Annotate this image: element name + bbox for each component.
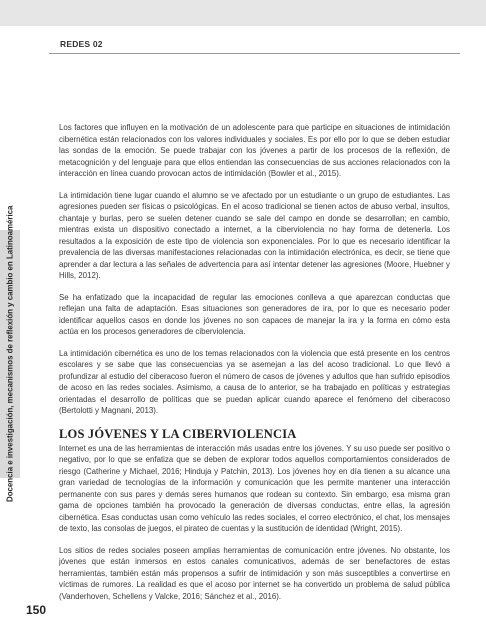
header-band xyxy=(0,0,486,26)
section-heading: LOS JÓVENES Y LA CIBERVIOLENCIA xyxy=(59,426,297,441)
body-text xyxy=(59,122,450,612)
paragraph: Los factores que influyen en la motivación de un adolescente para que participe en situaciones de intimidación cibernética están relacionados con los valores individuales y sociales. Es por ello por lo que se deben estudiar las sondas de la emoción. Se puede trabajar con los jóvenes a partir de los procesos de la reflexión, de metacognición y del lenguaje para que ellos entiendan las consecuencias de sus acciones relacionados con la interacción en línea cuando provocan actos de intimidación (Bowler et al., 2015). xyxy=(59,123,450,178)
paragraph: La intimidación cibernética es uno de los temas relacionados con la violencia que está presente en los centros escolares y se sabe que las consecuencias ya se asemejan a las del acoso tradicional. Lo que llevó a profundizar al estudio del ciberacoso fueron el número de casos de jóvenes y adultos que han sufrido episodios de acoso en las redes sociales. Asimismo, a causa de lo anterior, se ha trabajado en políticas y estrategias orientadas el desarrollo de políticas que se puedan aplicar cuando aparece el fenómeno del ciberacoso (Bertolotti y Magnani, 2013). xyxy=(59,348,450,415)
paragraph: Los sitios de redes sociales poseen amplias herramientas de comunicación entre jóvenes. No obstante, los jóvenes que están inmersos en estos canales comunicativos, además de ser benefactores de estas herramientas, también están más propensos a sufrir de intimidación y son más susceptibles a convertirse en víctimas de rumores. La realidad es que el acoso por internet se ha convertido un problema de salud pública (Vanderhoven, Schellens y Valcke, 2016; Sánchez et al., 2016). xyxy=(59,545,450,601)
paragraph: Se ha enfatizado que la incapacidad de regular las emociones conlleva a que aparezcan conductas que reflejan una falta de adaptación. Esas situaciones son generadores de ira, por lo que es necesario poder identificar aquellos casos en donde los jóvenes no son capaces de manejar la ira y la forma en cómo esta actúa en los procesos generadores de ciberviolencia. xyxy=(59,292,450,336)
side-title: Docencia e investigación, mecanismos de reflexión y cambio en Latinoamérica xyxy=(5,205,15,503)
paragraph: Internet es una de las herramientas de interacción más usadas entre los jóvenes. Y su uso puede ser positivo o negativo, por lo que se enfatiza que se deben de explorar todos aquellos comportamientos considerados de riesgo (Catherine y Michael, 2016; Hinduja y Patchin, 2013). Los jóvenes hoy en día tienen a su alcance una gran variedad de tecnologías de la información y comunicación que les permite mantener una interacción permanente con sus pares y demás seres humanos que rodean su contexto. Sin embargo, esa misma gran gama de opciones también ha provocado la generación de diversas conductas, entre ellas, la agresión cibernética. Esas conductas usan como vehículo las redes sociales, el correo electrónico, el chat, los mensajes de texto, las consolas de juegos, el pirateo de cuentas y la sustitución de identidad (Wright, 2015). xyxy=(59,443,450,533)
header-rule xyxy=(49,53,460,54)
paragraph: La intimidación tiene lugar cuando el alumno se ve afectado por un estudiante o un grupo de estudiantes. Las agresiones pueden ser físicas o psicológicas. En el acoso tradicional se tienen actos de abuso verbal, insultos, chantaje y burlas, pero se suelen detener cuando se sale del campo en donde se desarrollan; en cambio, mientras exista un dispositivo conectado a internet, a la ciberviolencia no hay forma de detenerla. Los resultados a la exposición de este tipo de violencia son exponenciales. Por lo que es necesario identificar la prevalencia de las diversas manifestaciones relacionadas con la intimidación electrónica, es decir, se tiene que aprender a dar lectura a las señales de advertencia para así intentar detener las agresiones (Moore, Huebner y Hills, 2012). xyxy=(59,190,450,280)
page-number: 150 xyxy=(26,603,47,617)
running-head: REDES 02 xyxy=(60,39,103,49)
